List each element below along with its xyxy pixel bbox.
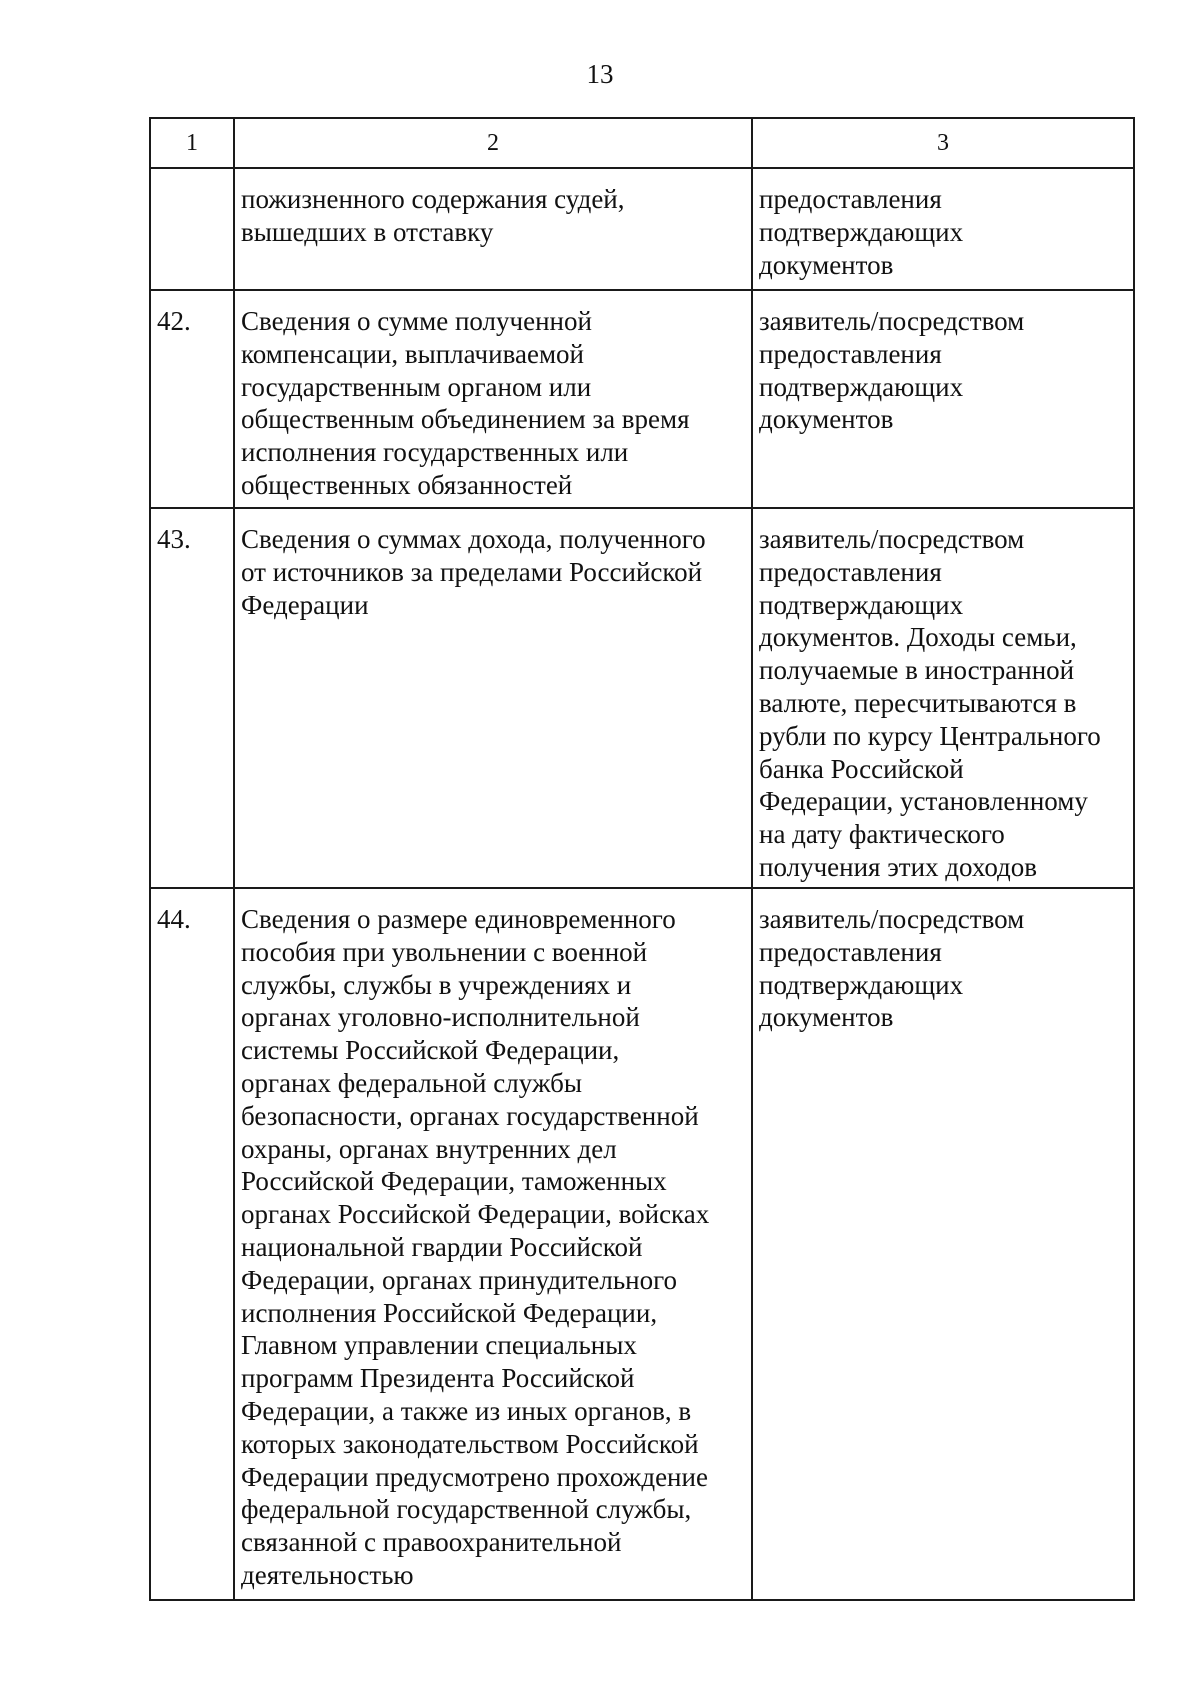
description-text: Сведения о суммах дохода, полученного от источников за пределами Российской Федерации xyxy=(241,524,706,620)
row-source xyxy=(752,168,1134,290)
description-text: Сведения о сумме полученной компенсации, выплачиваемой государственным органом или общественным объединением за время исполнения государственных или общественных обязанностей xyxy=(241,306,690,500)
header-cell-3: 3 xyxy=(752,118,1134,168)
source-text: предоставления подтверждающих документов xyxy=(759,184,964,280)
row-description xyxy=(234,888,752,1600)
row-number: 42. xyxy=(150,290,234,508)
header-cell-2: 2 xyxy=(234,118,752,168)
source-text: заявитель/посредством предоставления подтверждающих документов xyxy=(759,306,1025,435)
row-source xyxy=(752,508,1134,888)
source-text: заявитель/посредством предоставления подтверждающих документов. Доходы семьи, получаемые в иностранной валюте, пересчитываются в рубли по курсу Центрального банка Российской Федерации, установленному на дату фактического получения этих доходов xyxy=(759,524,1101,882)
table-row xyxy=(150,290,1134,508)
table-row xyxy=(150,508,1134,888)
table-header-row xyxy=(150,118,1134,168)
row-source xyxy=(752,290,1134,508)
row-source xyxy=(752,888,1134,1600)
table-row xyxy=(150,888,1134,1600)
row-number: 44. xyxy=(150,888,234,1600)
document-table xyxy=(149,117,1135,1601)
description-text: пожизненного содержания судей, вышедших в отставку xyxy=(241,184,625,247)
page-number: 13 xyxy=(586,59,614,89)
row-description xyxy=(234,290,752,508)
row-description xyxy=(234,508,752,888)
source-text: заявитель/посредством предоставления подтверждающих документов xyxy=(759,904,1025,1033)
row-number: 43. xyxy=(150,508,234,888)
row-description xyxy=(234,168,752,290)
header-cell-1: 1 xyxy=(150,118,234,168)
table-row xyxy=(150,168,1134,290)
row-number xyxy=(150,168,234,290)
description-text: Сведения о размере единовременного пособия при увольнении с военной службы, службы в учреждениях и органах уголовно-исполнительной системы Российской Федерации, органах федеральной службы безопасности, органах государственной охраны, органах внутренних дел Российской Федерации, таможенных органах Российской Федерации, войсках национальной гвардии Российской Федерации, органах принудительного исполнения Российской Федерации, Главном управлении специальных программ Президента Российской Федерации, а также из иных органов, в которых законодательством Российской Федерации предусмотрено прохождение федеральной государственной службы, связанной с правоохранительной деятельностью xyxy=(241,904,710,1590)
